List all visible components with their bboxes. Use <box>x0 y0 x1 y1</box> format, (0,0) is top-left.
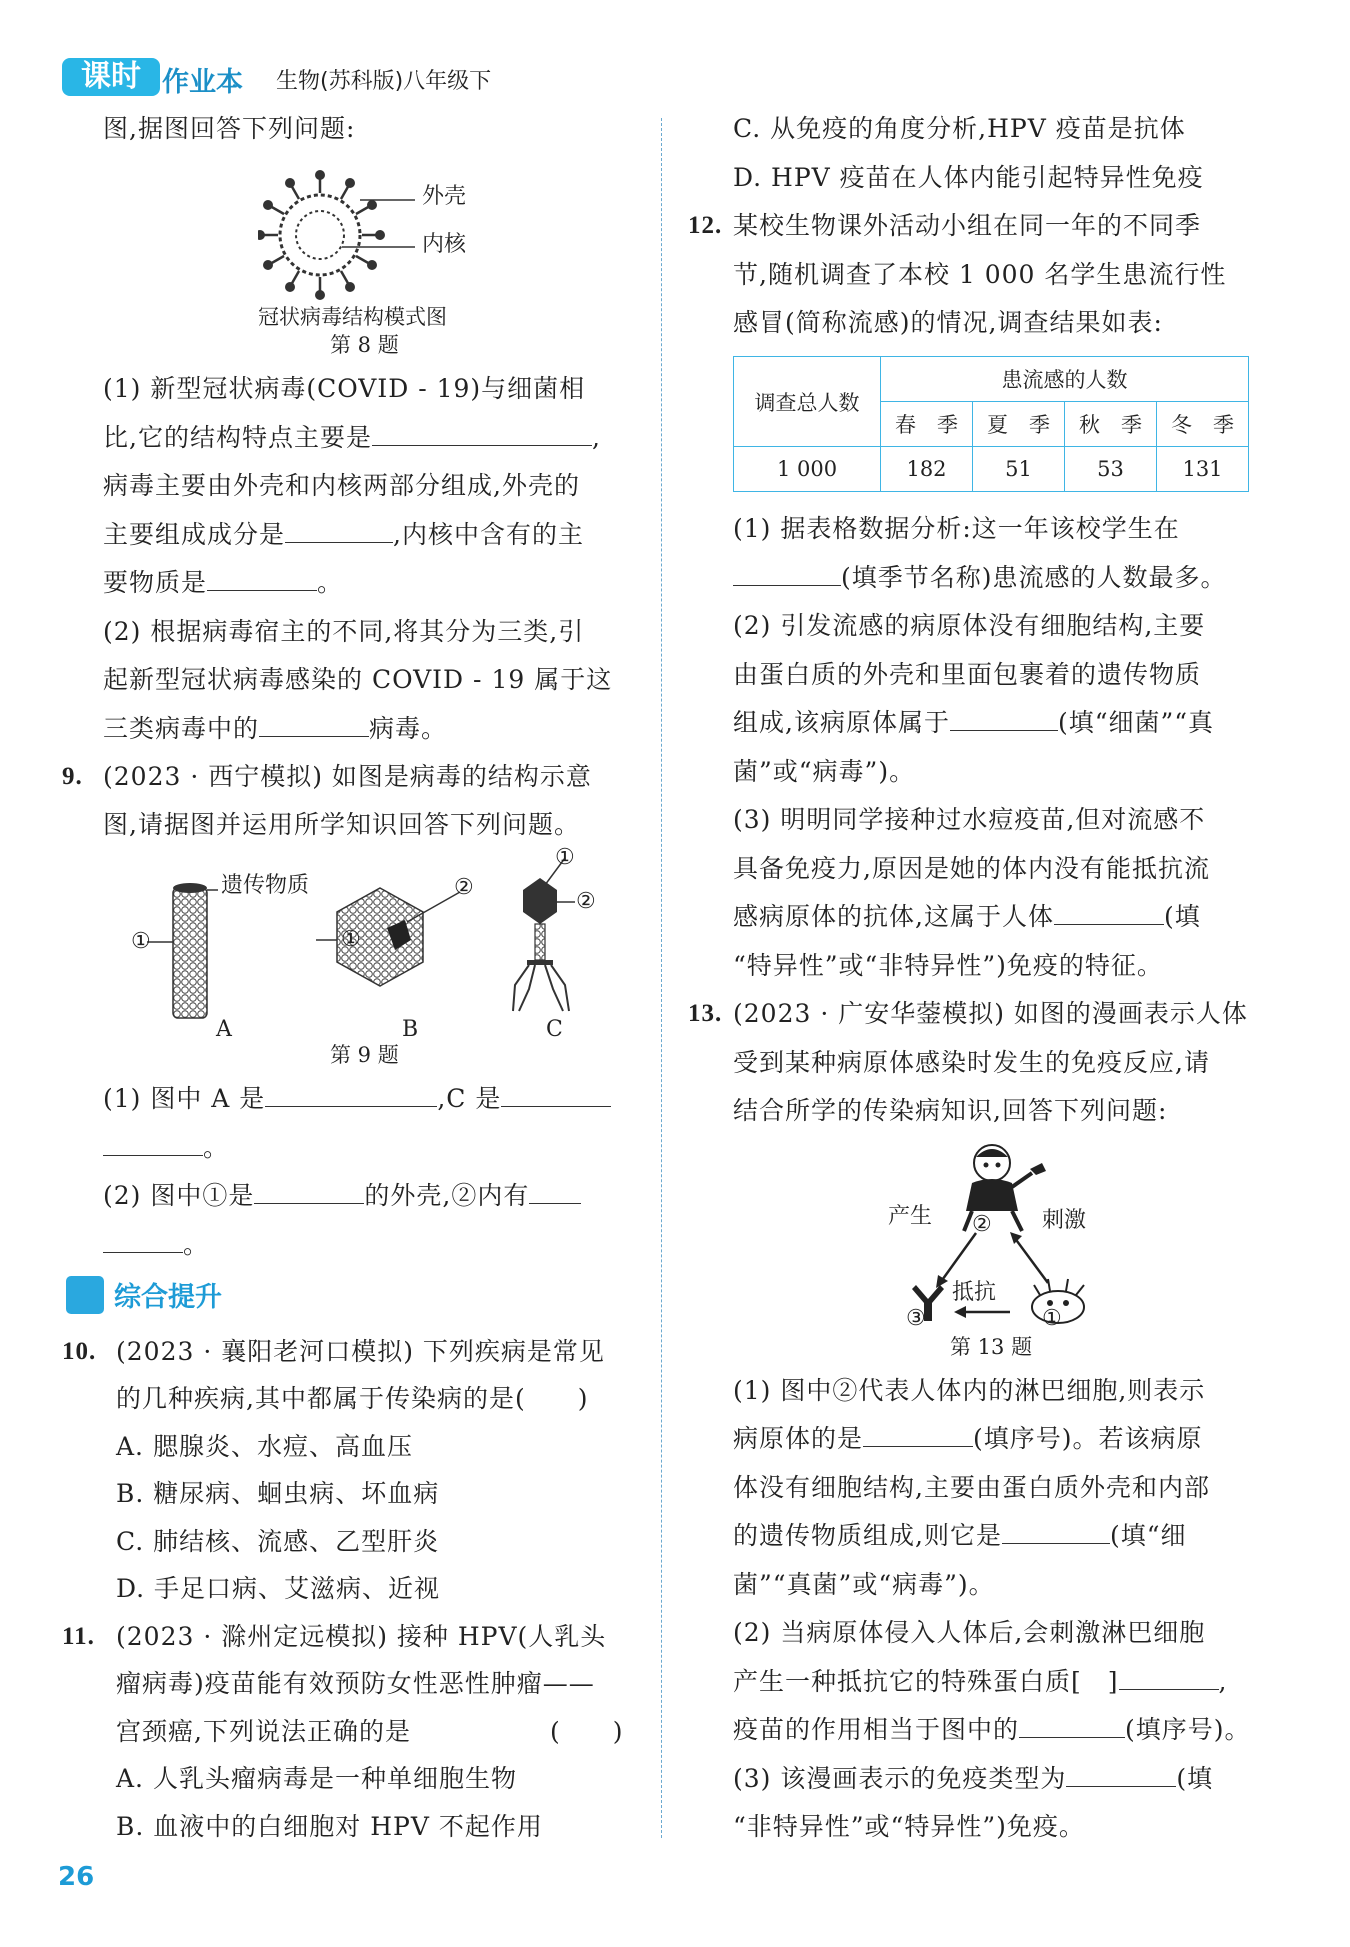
text-line: (2) 引发流感的病原体没有细胞结构,主要 <box>733 611 1206 640</box>
text-line: 起新型冠状病毒感染的 COVID - 19 属于这 <box>103 665 613 694</box>
label-inner-core: 内核 <box>422 232 467 257</box>
answer-blank[interactable] <box>207 568 317 591</box>
table-cell: 53 <box>1065 447 1157 492</box>
label-C: C <box>546 1017 563 1042</box>
text-line: 结合所学的传染病知识,回答下列问题: <box>733 1096 1168 1125</box>
answer-blank[interactable] <box>950 708 1058 731</box>
text-line: (2) 根据病毒宿主的不同,将其分为三类,引 <box>103 617 585 646</box>
text-line: 。 <box>103 1133 229 1163</box>
text-line: 疫苗的作用相当于图中的 (填序号)。 <box>733 1715 1251 1744</box>
option-B[interactable]: B. 糖尿病、蛔虫病、坏血病 <box>116 1479 440 1508</box>
text-line: (1) 图中 A 是 ,C 是 <box>103 1084 611 1114</box>
text-line: 菌”或“病毒”)。 <box>733 757 916 786</box>
text-line: 的几种疾病,其中都属于传染病的是( ) <box>116 1384 589 1413</box>
table-header-flu: 患流感的人数 <box>881 357 1249 402</box>
text-line: 产生一种抵抗它的特殊蛋白质[ ] , <box>733 1667 1228 1696</box>
figure-caption: 第 8 题 <box>330 333 399 357</box>
text-line: 要物质是 。 <box>103 568 344 597</box>
answer-blank[interactable] <box>285 520 393 543</box>
answer-blank[interactable] <box>1002 1521 1110 1544</box>
label-marker-1: ① <box>1042 1306 1062 1331</box>
text-line: 病原体的是 (填序号)。若该病原 <box>733 1424 1203 1453</box>
answer-blank[interactable] <box>265 1084 437 1107</box>
answer-blank[interactable] <box>259 714 369 737</box>
text-line: (3) 明明同学接种过水痘疫苗,但对流感不 <box>733 805 1206 834</box>
answer-blank[interactable] <box>103 1230 183 1253</box>
question-number: 13. <box>688 1000 723 1027</box>
virus-structures-figure <box>125 850 615 1025</box>
text-line: (1) 图中②代表人体内的淋巴细胞,则表示 <box>733 1376 1206 1405</box>
label-A: A <box>216 1017 232 1042</box>
text-line: 受到某种病原体感染时发生的免疫反应,请 <box>733 1048 1210 1077</box>
label-marker-2: ② <box>972 1212 992 1237</box>
text-line: (1) 新型冠状病毒(COVID - 19)与细菌相 <box>103 374 586 403</box>
column-divider <box>661 118 662 1838</box>
text-line: 图,据图回答下列问题: <box>103 114 356 143</box>
option-A[interactable]: A. 腮腺炎、水痘、高血压 <box>116 1432 413 1461</box>
figure-title: 冠状病毒结构模式图 <box>258 305 447 329</box>
text-line: “特异性”或“非特异性”)免疫的特征。 <box>733 951 1163 980</box>
answer-blank[interactable] <box>501 1084 611 1107</box>
text-line: 感冒(简称流感)的情况,调查结果如表: <box>733 308 1163 337</box>
figure-caption: 第 9 题 <box>330 1043 399 1067</box>
table-header-total: 调查总人数 <box>734 357 881 447</box>
label-marker-1: ① <box>341 927 361 952</box>
text-line: 某校生物课外活动小组在同一年的不同季 <box>733 211 1202 240</box>
label-marker-3: ③ <box>906 1306 926 1331</box>
text-line: 三类病毒中的 病毒。 <box>103 714 448 743</box>
table-season: 冬 季 <box>1157 402 1249 447</box>
label-marker-2: ② <box>454 875 474 900</box>
series-title: 作业本 <box>162 67 243 98</box>
answer-blank[interactable] <box>1054 902 1164 925</box>
text-line: 体没有细胞结构,主要由蛋白质外壳和内部 <box>733 1473 1210 1502</box>
label-marker-1: ① <box>131 929 151 954</box>
table-cell: 182 <box>881 447 973 492</box>
table-cell: 1 000 <box>734 447 881 492</box>
section-title: 综合提升 <box>114 1282 222 1313</box>
option-D[interactable]: D. 手足口病、艾滋病、近视 <box>116 1574 441 1603</box>
option-B[interactable]: B. 血液中的白细胞对 HPV 不起作用 <box>116 1812 543 1841</box>
text-line: “非特异性”或“特异性”)免疫。 <box>733 1812 1085 1841</box>
answer-blank[interactable] <box>372 423 592 446</box>
label-B: B <box>402 1017 419 1042</box>
text-line: 病毒主要由外壳和内核两部分组成,外壳的 <box>103 471 580 500</box>
question-number: 12. <box>688 212 723 239</box>
label-marker-2: ② <box>576 889 596 914</box>
edit-icon <box>66 1276 104 1314</box>
answer-blank[interactable] <box>1066 1764 1176 1787</box>
question-number: 11. <box>62 1623 95 1650</box>
text-line: 图,请据图并运用所学知识回答下列问题。 <box>103 810 580 839</box>
answer-blank[interactable] <box>103 1133 203 1156</box>
text-line: 的遗传物质组成,则它是 (填“细 <box>733 1521 1187 1550</box>
label-stimulate: 刺激 <box>1042 1208 1087 1233</box>
text-line: 组成,该病原体属于 (填“细菌”“真 <box>733 708 1215 737</box>
question-number: 9. <box>62 763 83 790</box>
option-A[interactable]: A. 人乳头瘤病毒是一种单细胞生物 <box>116 1764 517 1793</box>
brand-logo: 课时 <box>62 58 160 96</box>
option-C[interactable]: C. 肺结核、流感、乙型肝炎 <box>116 1527 440 1556</box>
answer-paren[interactable]: ( ) <box>550 1717 624 1746</box>
text-line: 。 <box>103 1230 209 1260</box>
text-line: (1) 据表格数据分析:这一年该校学生在 <box>733 514 1180 543</box>
text-line: (3) 该漫画表示的免疫类型为 (填 <box>733 1764 1214 1793</box>
text-line: (2023 · 滁州定远模拟) 接种 HPV(人乳头 <box>116 1622 607 1651</box>
text-line: 节,随机调查了本校 1 000 名学生患流行性 <box>733 260 1227 289</box>
text-line: (2023 · 广安华蓥模拟) 如图的漫画表示人体 <box>733 999 1248 1028</box>
answer-blank[interactable] <box>254 1181 364 1204</box>
text-line: 宫颈癌,下列说法正确的是 <box>116 1717 411 1746</box>
immune-response-cartoon <box>880 1135 1120 1335</box>
label-produce: 产生 <box>888 1204 933 1229</box>
coronavirus-figure <box>258 160 428 310</box>
text-line: (2) 图中①是 的外壳,②内有 <box>103 1181 581 1211</box>
option-D[interactable]: D. HPV 疫苗在人体内能引起特异性免疫 <box>733 163 1204 192</box>
text-line: 感病原体的抗体,这属于人体 (填 <box>733 902 1201 931</box>
answer-blank[interactable] <box>1019 1715 1125 1738</box>
table-season: 夏 季 <box>973 402 1065 447</box>
table-cell: 51 <box>973 447 1065 492</box>
page-number: 26 <box>58 1862 95 1892</box>
answer-blank[interactable] <box>1119 1667 1219 1690</box>
label-resist: 抵抗 <box>952 1280 997 1305</box>
table-season: 春 季 <box>881 402 973 447</box>
table-season: 秋 季 <box>1065 402 1157 447</box>
text-line: 主要组成成分是 ,内核中含有的主 <box>103 520 584 549</box>
text-line: 瘤病毒)疫苗能有效预防女性恶性肿瘤—— <box>116 1669 595 1698</box>
text-line: (2) 当病原体侵入人体后,会刺激淋巴细胞 <box>733 1618 1206 1647</box>
label-outer-shell: 外壳 <box>422 184 467 209</box>
survey-table <box>733 356 1249 492</box>
text-line: 菌”“真菌”或“病毒”)。 <box>733 1570 995 1599</box>
question-number: 10. <box>62 1338 97 1365</box>
answer-blank[interactable] <box>863 1424 973 1447</box>
table-cell: 131 <box>1157 447 1249 492</box>
figure-caption: 第 13 题 <box>950 1335 1033 1359</box>
text-line: 比,它的结构特点主要是 , <box>103 423 601 452</box>
label-genetic-material: 遗传物质 <box>221 873 310 898</box>
text-line: 具备免疫力,原因是她的体内没有能抵抗流 <box>733 854 1210 883</box>
label-marker-1: ① <box>555 845 575 870</box>
answer-blank[interactable] <box>529 1181 581 1204</box>
subject-title: 生物(苏科版)八年级下 <box>276 69 492 94</box>
option-C[interactable]: C. 从免疫的角度分析,HPV 疫苗是抗体 <box>733 114 1186 143</box>
text-line: (填季节名称)患流感的人数最多。 <box>733 563 1227 593</box>
answer-blank[interactable] <box>733 563 841 586</box>
text-line: (2023 · 襄阳老河口模拟) 下列疾病是常见 <box>116 1337 605 1366</box>
text-line: (2023 · 西宁模拟) 如图是病毒的结构示意 <box>103 762 592 791</box>
text-line: 由蛋白质的外壳和里面包裹着的遗传物质 <box>733 660 1202 689</box>
